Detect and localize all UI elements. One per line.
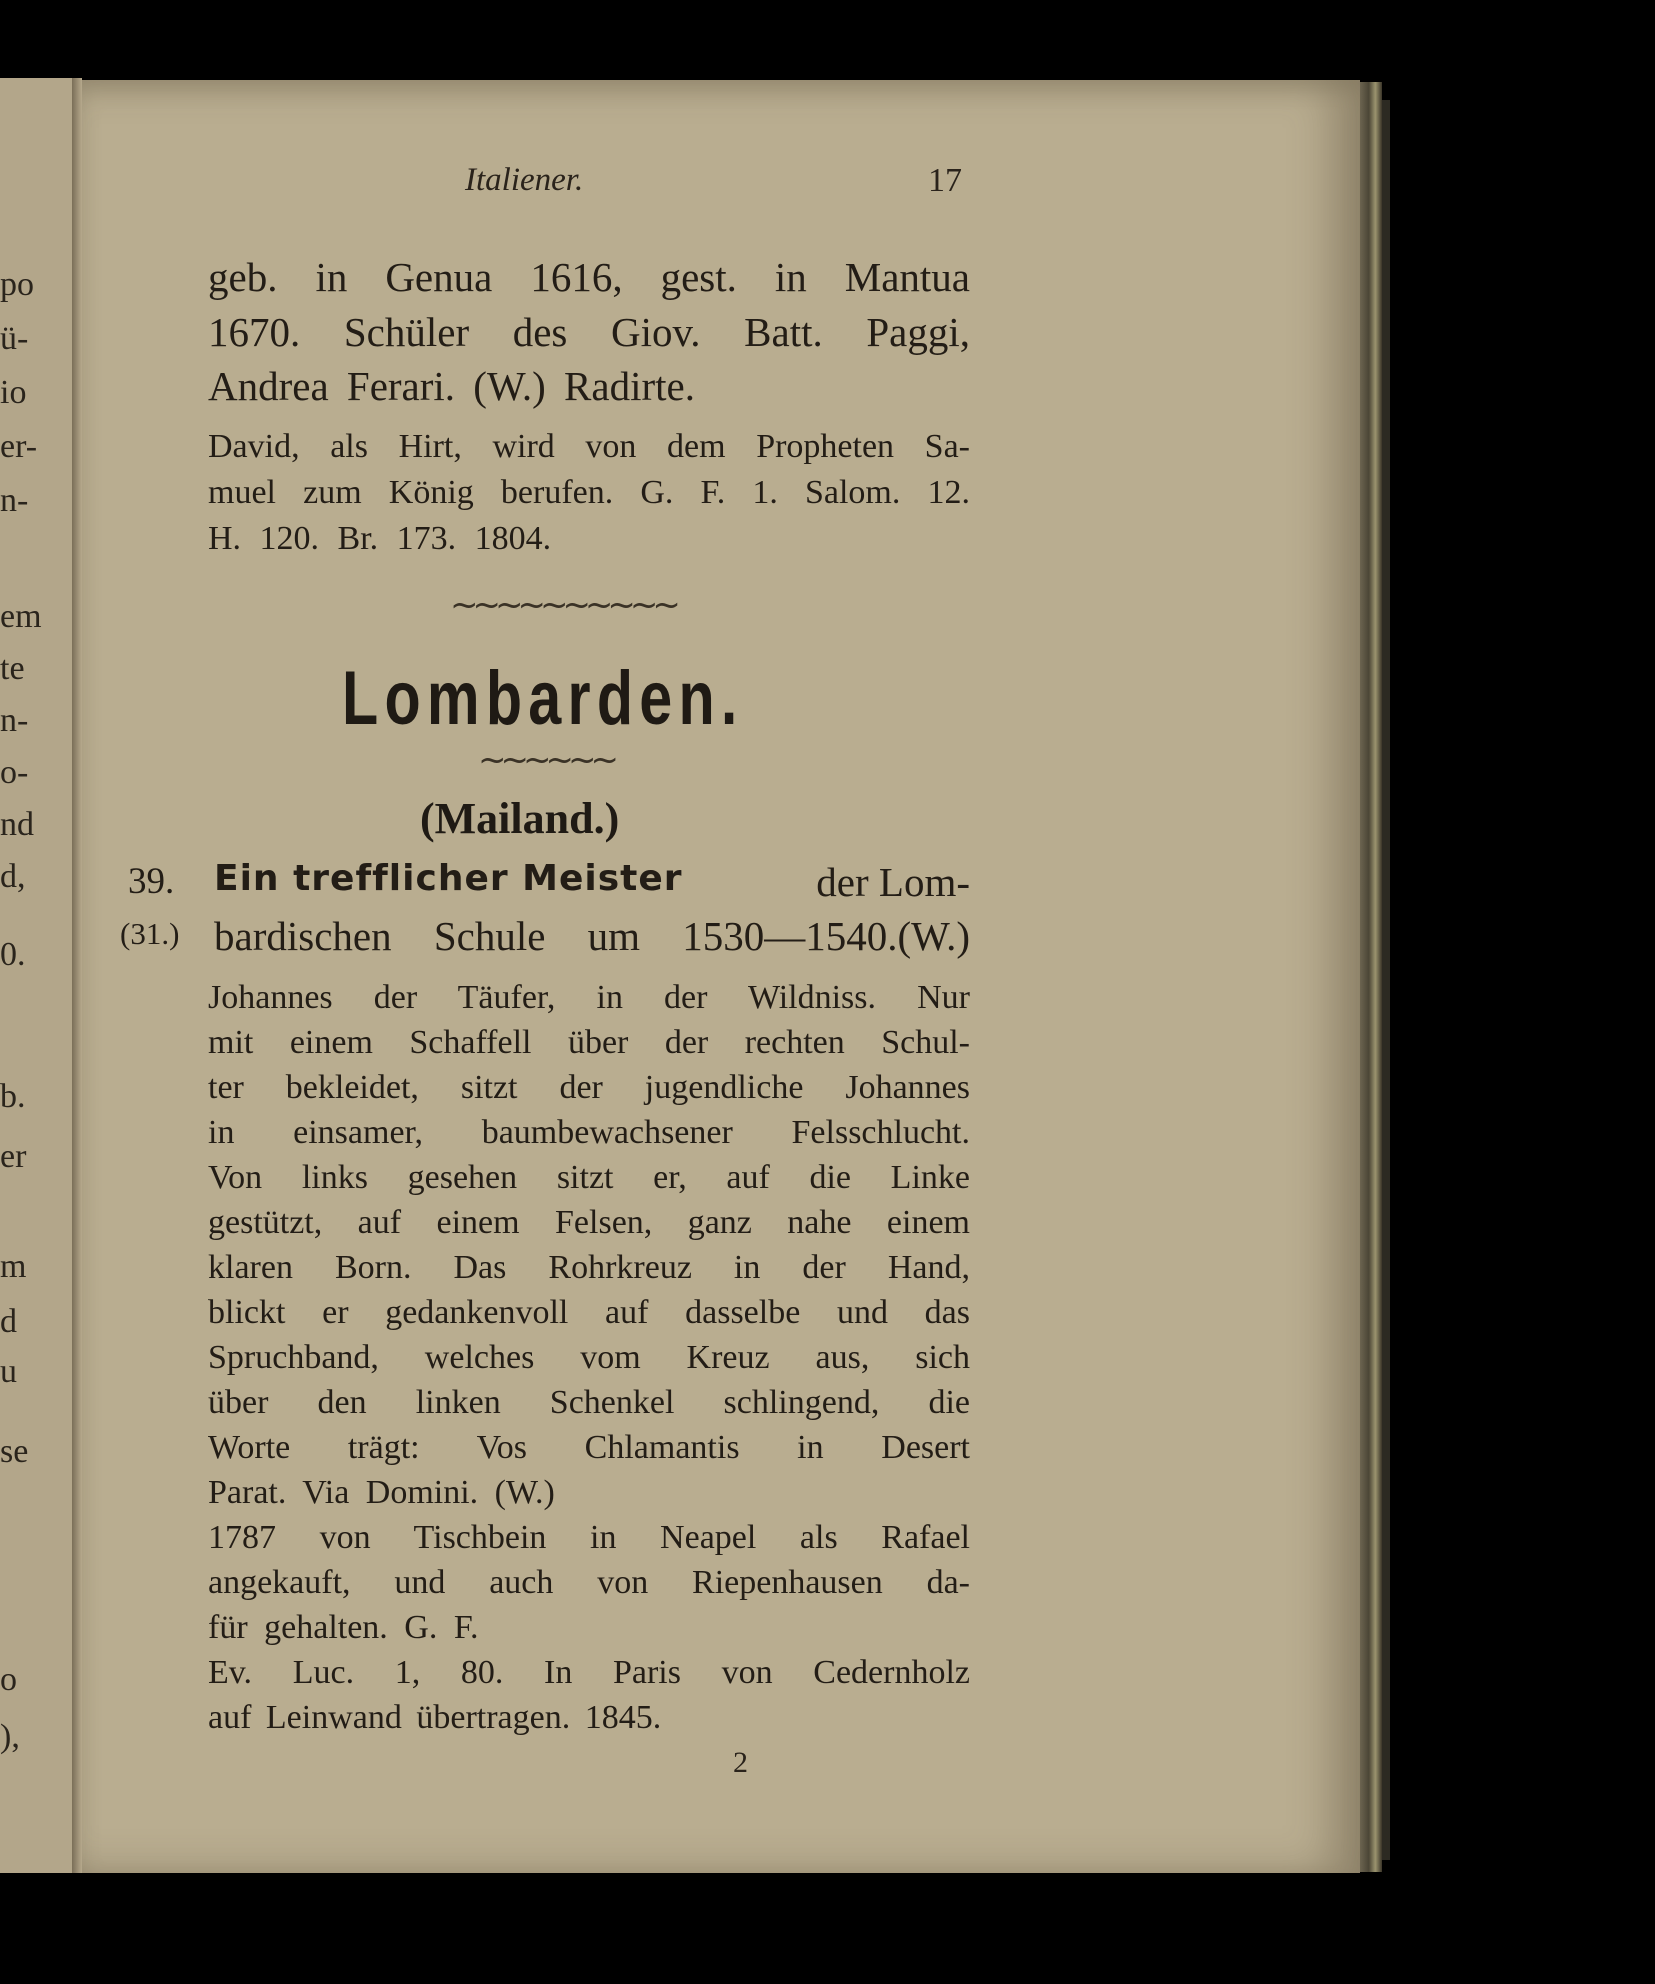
prev-page-line: b. xyxy=(0,1078,26,1115)
book-gutter xyxy=(72,78,82,1873)
prev-page-line: d, xyxy=(0,858,26,895)
entry-description-line: Ev. Luc. 1, 80. In Paris von Cedernholz xyxy=(208,1654,970,1691)
page-number: 17 xyxy=(928,162,962,199)
section-title: Lombarden. xyxy=(342,656,744,741)
entry-description-line: für gehalten. G. F. xyxy=(208,1609,479,1646)
binding-edge xyxy=(1382,100,1390,1860)
previous-page-edge xyxy=(0,78,74,1873)
entry-description-line: in einsamer, baumbewachsener Felsschlucht. xyxy=(208,1114,970,1151)
entry-description-line: David, als Hirt, wird von dem Propheten Sa- xyxy=(208,428,970,465)
entry-description-line: Johannes der Täufer, in der Wildniss. Nur xyxy=(208,979,970,1016)
ornament-divider: ~~~~~~~~~~ xyxy=(450,585,675,625)
prev-page-line: po xyxy=(0,266,34,303)
entry-description-line: Worte trägt: Vos Chlamantis in Desert xyxy=(208,1429,970,1466)
entry-description-line: 1787 von Tischbein in Neapel als Rafael xyxy=(208,1519,970,1556)
artist-name: Ein trefflicher Meister xyxy=(214,858,683,899)
entry-description-line: angekauft, und auch von Riepenhausen da- xyxy=(208,1564,970,1601)
prev-page-line: n- xyxy=(0,482,29,519)
catalogue-number: 39. xyxy=(128,861,175,902)
entry-description-line: Von links gesehen sitzt er, auf die Linke xyxy=(208,1159,970,1196)
signature-mark: 2 xyxy=(733,1746,748,1779)
entry-description-line: H. 120. Br. 173. 1804. xyxy=(208,520,552,557)
prev-page-line: er- xyxy=(0,428,38,465)
entry-description-line: Parat. Via Domini. (W.) xyxy=(208,1474,555,1511)
prev-page-line: o xyxy=(0,1661,17,1698)
prev-page-line: er xyxy=(0,1138,27,1175)
prev-page-line: se xyxy=(0,1433,29,1470)
running-head-title: Italiener. xyxy=(465,162,584,198)
prev-page-line: u xyxy=(0,1353,17,1390)
entry-text-line: 1670. Schüler des Giov. Batt. Paggi, xyxy=(208,309,970,355)
entry-description-line: über den linken Schenkel schlingend, die xyxy=(208,1384,970,1421)
ornament-divider: ~~~~~~ xyxy=(478,740,613,780)
entry-text-line: Andrea Ferari. (W.) Radirte. xyxy=(208,363,695,409)
prev-page-line: ü- xyxy=(0,320,29,357)
entry-description-line: ter bekleidet, sitzt der jugendliche Johannes xyxy=(208,1069,970,1106)
prev-page-line: 0. xyxy=(0,936,26,973)
entry-description-line: mit einem Schaffell über der rechten Schul- xyxy=(208,1024,970,1061)
entry-description-line: blickt er gedankenvoll auf dasselbe und das xyxy=(208,1294,970,1331)
prev-page-line: m xyxy=(0,1248,27,1285)
old-catalogue-number: (31.) xyxy=(120,916,180,951)
prev-page-line: te xyxy=(0,650,25,687)
page-edge-stack xyxy=(1360,82,1382,1872)
prev-page-line: d xyxy=(0,1303,17,1340)
entry-description-line: Spruchband, welches vom Kreuz aus, sich xyxy=(208,1339,970,1376)
entry-description-line: muel zum König berufen. G. F. 1. Salom. 12. xyxy=(208,474,970,511)
prev-page-line: io xyxy=(0,374,27,411)
prev-page-line: nd xyxy=(0,806,34,843)
prev-page-line: em xyxy=(0,598,42,635)
prev-page-line: n- xyxy=(0,702,29,739)
entry-heading-rest: der Lom- xyxy=(816,859,970,905)
prev-page-line: ), xyxy=(0,1718,20,1755)
entry-description-line: klaren Born. Das Rohrkreuz in der Hand, xyxy=(208,1249,970,1286)
entry-text-line: geb. in Genua 1616, gest. in Mantua xyxy=(208,254,970,300)
entry-description-line: gestützt, auf einem Felsen, ganz nahe einem xyxy=(208,1204,970,1241)
entry-description-line: auf Leinwand übertragen. 1845. xyxy=(208,1699,662,1736)
entry-heading-line xyxy=(214,858,970,906)
subsection-title: (Mailand.) xyxy=(420,794,620,843)
prev-page-line: o- xyxy=(0,754,29,791)
entry-text-line: bardischen Schule um 1530—1540.(W.) xyxy=(214,913,970,959)
